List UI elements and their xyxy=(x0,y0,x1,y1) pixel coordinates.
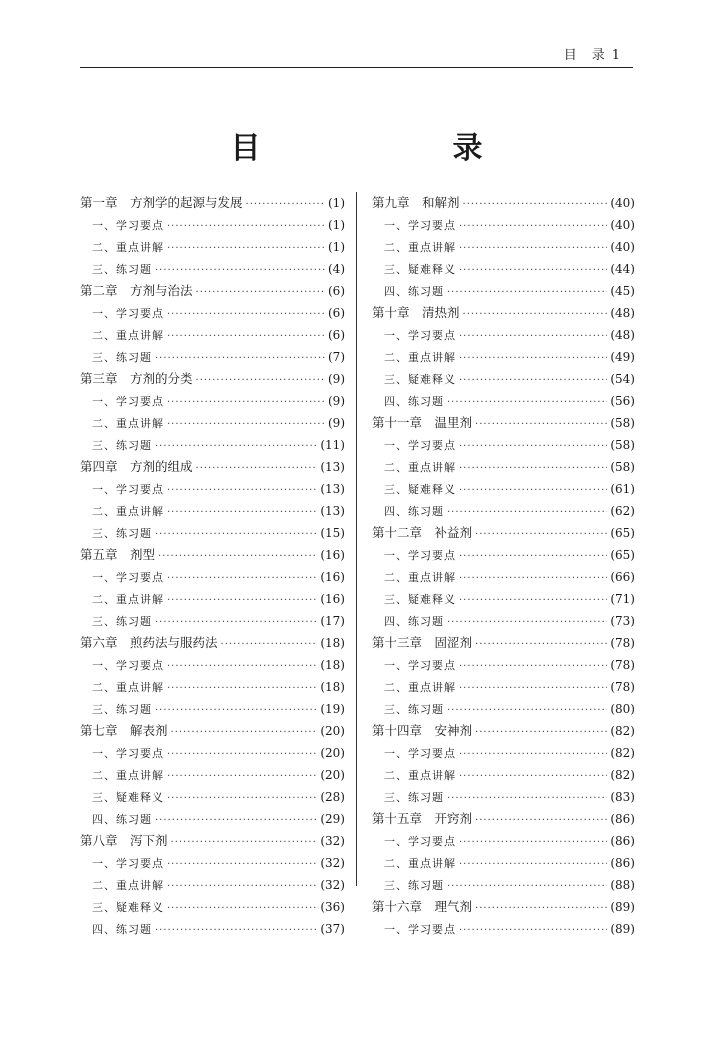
toc-entry-page: (65) xyxy=(610,526,635,540)
toc-entry-label: 二、重点讲解 xyxy=(384,241,456,254)
toc-entry-page: (7) xyxy=(328,350,345,364)
toc-entry-page: (18) xyxy=(320,636,345,650)
toc-entry-label: 一、学习要点 xyxy=(92,483,164,496)
toc-section-entry xyxy=(80,676,345,698)
toc-entry-label: 第三章 方剂的分类 xyxy=(80,371,193,386)
toc-section-entry xyxy=(372,676,635,698)
toc-entry-label: 一、学习要点 xyxy=(384,659,456,672)
toc-entry-page: (9) xyxy=(328,416,345,430)
toc-section-entry xyxy=(80,324,345,346)
toc-entry-page: (86) xyxy=(610,812,635,826)
toc-chapter-entry xyxy=(372,522,635,544)
toc-entry-page: (48) xyxy=(610,306,635,320)
toc-entry-page: (82) xyxy=(610,724,635,738)
toc-entry-page: (16) xyxy=(320,548,345,562)
toc-chapter-entry xyxy=(372,808,635,830)
toc-section-entry xyxy=(80,698,345,720)
toc-entry-page: (86) xyxy=(610,834,635,848)
toc-dot-leader xyxy=(459,920,607,942)
toc-section-entry xyxy=(372,456,635,478)
toc-section-entry xyxy=(80,390,345,412)
toc-section-entry xyxy=(80,302,345,324)
toc-entry-label: 三、疑难释义 xyxy=(384,483,456,496)
toc-entry-label: 第九章 和解剂 xyxy=(372,195,460,210)
toc-dot-leader xyxy=(459,678,607,700)
toc-dot-leader xyxy=(447,612,607,634)
toc-dot-leader xyxy=(196,458,318,480)
toc-dot-leader xyxy=(459,216,607,238)
toc-entry-label: 第十五章 开窍剂 xyxy=(372,811,473,826)
toc-section-entry xyxy=(372,588,635,610)
toc-entry-label: 三、练习题 xyxy=(92,703,152,716)
toc-dot-leader xyxy=(155,524,317,546)
toc-entry-page: (88) xyxy=(610,878,635,892)
toc-entry-page: (9) xyxy=(328,394,345,408)
toc-section-entry xyxy=(372,742,635,764)
toc-entry-label: 第十章 清热剂 xyxy=(372,305,460,320)
toc-entry-label: 一、学习要点 xyxy=(384,439,456,452)
toc-entry-page: (28) xyxy=(320,790,345,804)
toc-entry-page: (6) xyxy=(328,306,345,320)
toc-section-entry xyxy=(372,390,635,412)
toc-dot-leader xyxy=(167,392,325,414)
toc-section-entry xyxy=(80,852,345,874)
toc-section-entry xyxy=(372,214,635,236)
toc-section-entry xyxy=(80,346,345,368)
toc-entry-page: (71) xyxy=(610,592,635,606)
toc-entry-label: 四、练习题 xyxy=(384,285,444,298)
running-header xyxy=(564,44,621,63)
toc-section-entry xyxy=(80,566,345,588)
toc-section-entry xyxy=(80,258,345,280)
toc-section-entry xyxy=(372,544,635,566)
toc-entry-page: (32) xyxy=(320,856,345,870)
toc-section-entry xyxy=(372,280,635,302)
toc-dot-leader xyxy=(155,920,317,942)
toc-entry-page: (49) xyxy=(610,350,635,364)
toc-entry-label: 四、练习题 xyxy=(384,395,444,408)
toc-entry-label: 三、练习题 xyxy=(92,263,152,276)
toc-entry-label: 四、练习题 xyxy=(92,813,152,826)
toc-section-entry xyxy=(80,236,345,258)
toc-section-entry xyxy=(372,258,635,280)
toc-entry-label: 二、重点讲解 xyxy=(92,593,164,606)
toc-chapter-entry xyxy=(80,456,345,478)
toc-dot-leader xyxy=(475,810,607,832)
toc-chapter-entry xyxy=(80,280,345,302)
toc-entry-page: (58) xyxy=(610,438,635,452)
toc-entry-page: (89) xyxy=(610,922,635,936)
toc-section-entry xyxy=(372,566,635,588)
toc-entry-label: 三、疑难释义 xyxy=(384,263,456,276)
header-rule xyxy=(80,67,633,68)
toc-section-entry xyxy=(372,478,635,500)
toc-section-entry xyxy=(80,434,345,456)
toc-entry-page: (19) xyxy=(320,702,345,716)
toc-chapter-entry xyxy=(80,830,345,852)
toc-entry-label: 第一章 方剂学的起源与发展 xyxy=(80,195,243,210)
toc-dot-leader xyxy=(459,326,607,348)
toc-entry-label: 四、练习题 xyxy=(384,615,444,628)
toc-entry-label: 一、学习要点 xyxy=(92,659,164,672)
toc-dot-leader xyxy=(447,788,607,810)
toc-entry-page: (37) xyxy=(320,922,345,936)
toc-dot-leader xyxy=(459,744,607,766)
toc-entry-label: 二、重点讲解 xyxy=(384,857,456,870)
toc-entry-label: 二、重点讲解 xyxy=(384,571,456,584)
toc-entry-page: (13) xyxy=(320,504,345,518)
toc-entry-label: 三、练习题 xyxy=(92,439,152,452)
toc-section-entry xyxy=(372,434,635,456)
toc-section-entry xyxy=(80,522,345,544)
toc-section-entry xyxy=(372,918,635,940)
toc-dot-leader xyxy=(167,414,325,436)
toc-dot-leader xyxy=(167,898,317,920)
toc-entry-label: 第十六章 理气剂 xyxy=(372,899,473,914)
toc-entry-label: 三、疑难释义 xyxy=(92,901,164,914)
toc-chapter-entry xyxy=(372,192,635,214)
toc-section-entry xyxy=(80,786,345,808)
toc-entry-page: (1) xyxy=(328,240,345,254)
toc-chapter-entry xyxy=(372,632,635,654)
toc-entry-page: (56) xyxy=(610,394,635,408)
toc-entry-label: 四、练习题 xyxy=(92,923,152,936)
toc-entry-label: 一、学习要点 xyxy=(384,329,456,342)
toc-dot-leader xyxy=(221,634,318,656)
toc-dot-leader xyxy=(167,788,317,810)
toc-dot-leader xyxy=(167,326,325,348)
toc-dot-leader xyxy=(167,480,317,502)
toc-entry-page: (11) xyxy=(320,438,345,452)
toc-chapter-entry xyxy=(80,720,345,742)
toc-section-entry xyxy=(80,742,345,764)
toc-dot-leader xyxy=(459,436,607,458)
toc-entry-label: 第七章 解表剂 xyxy=(80,723,168,738)
toc-section-entry xyxy=(372,786,635,808)
toc-chapter-entry xyxy=(80,544,345,566)
toc-entry-page: (20) xyxy=(320,768,345,782)
toc-dot-leader xyxy=(447,282,607,304)
toc-chapter-entry xyxy=(372,896,635,918)
toc-dot-leader xyxy=(155,612,317,634)
toc-dot-leader xyxy=(155,260,325,282)
toc-entry-label: 二、重点讲解 xyxy=(92,329,164,342)
toc-entry-label: 第十二章 补益剂 xyxy=(372,525,473,540)
toc-section-entry xyxy=(372,830,635,852)
toc-entry-page: (61) xyxy=(610,482,635,496)
toc-section-entry xyxy=(80,654,345,676)
toc-entry-label: 第十三章 固涩剂 xyxy=(372,635,473,650)
toc-entry-label: 第十一章 温里剂 xyxy=(372,415,473,430)
toc-section-entry xyxy=(372,654,635,676)
toc-entry-page: (45) xyxy=(610,284,635,298)
toc-entry-label: 第十四章 安神剂 xyxy=(372,723,473,738)
toc-dot-leader xyxy=(167,568,317,590)
toc-entry-label: 第四章 方剂的组成 xyxy=(80,459,193,474)
toc-section-entry xyxy=(80,764,345,786)
toc-section-entry xyxy=(372,764,635,786)
toc-chapter-entry xyxy=(372,720,635,742)
toc-entry-page: (62) xyxy=(610,504,635,518)
toc-entry-label: 一、学习要点 xyxy=(92,395,164,408)
toc-entry-page: (6) xyxy=(328,284,345,298)
toc-section-entry xyxy=(80,478,345,500)
toc-entry-page: (86) xyxy=(610,856,635,870)
toc-section-entry xyxy=(372,610,635,632)
toc-section-entry xyxy=(80,500,345,522)
toc-entry-label: 二、重点讲解 xyxy=(92,241,164,254)
running-header-page-number: 1 xyxy=(611,48,621,63)
toc-dot-leader xyxy=(459,348,607,370)
toc-chapter-entry xyxy=(372,302,635,324)
toc-entry-label: 二、重点讲解 xyxy=(384,769,456,782)
toc-entry-page: (4) xyxy=(328,262,345,276)
toc-entry-page: (89) xyxy=(610,900,635,914)
toc-section-entry xyxy=(372,698,635,720)
toc-entry-page: (65) xyxy=(610,548,635,562)
toc-entry-page: (9) xyxy=(328,372,345,386)
toc-entry-label: 第五章 剂型 xyxy=(80,547,156,562)
toc-dot-leader xyxy=(463,194,608,216)
toc-dot-leader xyxy=(171,832,318,854)
toc-entry-page: (58) xyxy=(610,416,635,430)
toc-dot-leader xyxy=(167,216,325,238)
toc-entry-page: (66) xyxy=(610,570,635,584)
toc-entry-page: (29) xyxy=(320,812,345,826)
toc-entry-label: 一、学习要点 xyxy=(384,549,456,562)
toc-dot-leader xyxy=(167,678,317,700)
toc-section-entry xyxy=(80,412,345,434)
toc-right-column xyxy=(372,192,635,940)
toc-section-entry xyxy=(372,852,635,874)
toc-entry-label: 一、学习要点 xyxy=(92,219,164,232)
toc-section-entry xyxy=(372,874,635,896)
toc-dot-leader xyxy=(459,458,607,480)
toc-dot-leader xyxy=(196,282,325,304)
toc-dot-leader xyxy=(167,304,325,326)
toc-entry-label: 第八章 泻下剂 xyxy=(80,833,168,848)
toc-entry-label: 二、重点讲解 xyxy=(384,461,456,474)
toc-entry-label: 二、重点讲解 xyxy=(384,351,456,364)
toc-entry-label: 二、重点讲解 xyxy=(92,417,164,430)
toc-dot-leader xyxy=(167,876,317,898)
toc-dot-leader xyxy=(155,810,317,832)
toc-entry-label: 第二章 方剂与治法 xyxy=(80,283,193,298)
toc-section-entry xyxy=(372,236,635,258)
toc-dot-leader xyxy=(155,436,317,458)
toc-entry-label: 一、学习要点 xyxy=(384,747,456,760)
toc-section-entry xyxy=(372,368,635,390)
toc-entry-page: (78) xyxy=(610,636,635,650)
toc-dot-leader xyxy=(447,502,607,524)
toc-entry-label: 三、练习题 xyxy=(92,527,152,540)
toc-dot-leader xyxy=(459,370,607,392)
running-header-title: 目 录 xyxy=(563,48,606,63)
toc-entry-page: (44) xyxy=(610,262,635,276)
toc-entry-label: 一、学习要点 xyxy=(384,923,456,936)
toc-dot-leader xyxy=(475,524,607,546)
toc-section-entry xyxy=(372,500,635,522)
toc-dot-leader xyxy=(167,744,317,766)
toc-entry-label: 二、重点讲解 xyxy=(92,879,164,892)
toc-entry-page: (73) xyxy=(610,614,635,628)
toc-dot-leader xyxy=(155,348,325,370)
toc-entry-page: (18) xyxy=(320,658,345,672)
toc-entry-label: 三、疑难释义 xyxy=(384,593,456,606)
toc-entry-label: 三、练习题 xyxy=(384,879,444,892)
toc-entry-page: (13) xyxy=(320,482,345,496)
toc-section-entry xyxy=(80,214,345,236)
toc-entry-label: 三、练习题 xyxy=(384,703,444,716)
toc-entry-page: (78) xyxy=(610,680,635,694)
toc-entry-label: 一、学习要点 xyxy=(92,571,164,584)
toc-dot-leader xyxy=(475,414,607,436)
toc-entry-page: (54) xyxy=(610,372,635,386)
toc-dot-leader xyxy=(475,898,607,920)
toc-entry-page: (20) xyxy=(320,724,345,738)
column-divider xyxy=(356,192,357,886)
toc-dot-leader xyxy=(196,370,325,392)
toc-entry-page: (82) xyxy=(610,746,635,760)
toc-chapter-entry xyxy=(80,192,345,214)
toc-left-column xyxy=(80,192,345,940)
toc-dot-leader xyxy=(171,722,318,744)
toc-entry-page: (1) xyxy=(328,196,345,210)
toc-dot-leader xyxy=(475,722,607,744)
toc-entry-page: (18) xyxy=(320,680,345,694)
toc-entry-label: 三、练习题 xyxy=(92,351,152,364)
toc-dot-leader xyxy=(459,832,607,854)
toc-entry-page: (58) xyxy=(610,460,635,474)
toc-chapter-entry xyxy=(80,632,345,654)
toc-dot-leader xyxy=(459,766,607,788)
toc-section-entry xyxy=(80,808,345,830)
toc-section-entry xyxy=(80,874,345,896)
toc-entry-label: 三、练习题 xyxy=(92,615,152,628)
toc-entry-label: 一、学习要点 xyxy=(384,219,456,232)
toc-section-entry xyxy=(80,896,345,918)
toc-dot-leader xyxy=(447,876,607,898)
toc-section-entry xyxy=(372,346,635,368)
toc-dot-leader xyxy=(459,568,607,590)
toc-entry-page: (80) xyxy=(610,702,635,716)
toc-dot-leader xyxy=(463,304,608,326)
toc-entry-label: 二、重点讲解 xyxy=(92,681,164,694)
toc-entry-page: (36) xyxy=(320,900,345,914)
toc-entry-label: 二、重点讲解 xyxy=(92,505,164,518)
toc-entry-page: (13) xyxy=(320,460,345,474)
toc-dot-leader xyxy=(167,502,317,524)
toc-dot-leader xyxy=(459,260,607,282)
toc-dot-leader xyxy=(459,238,607,260)
toc-dot-leader xyxy=(459,480,607,502)
toc-entry-page: (16) xyxy=(320,570,345,584)
toc-entry-label: 一、学习要点 xyxy=(384,835,456,848)
toc-dot-leader xyxy=(459,546,607,568)
toc-entry-page: (78) xyxy=(610,658,635,672)
toc-dot-leader xyxy=(167,590,317,612)
toc-entry-page: (40) xyxy=(610,196,635,210)
toc-dot-leader xyxy=(447,392,607,414)
toc-section-entry xyxy=(80,918,345,940)
toc-dot-leader xyxy=(246,194,325,216)
page-title: 目 录 xyxy=(230,131,527,166)
toc-entry-label: 一、学习要点 xyxy=(92,747,164,760)
toc-dot-leader xyxy=(167,854,317,876)
toc-dot-leader xyxy=(447,700,607,722)
toc-entry-page: (48) xyxy=(610,328,635,342)
toc-entry-page: (82) xyxy=(610,768,635,782)
toc-chapter-entry xyxy=(80,368,345,390)
toc-dot-leader xyxy=(167,238,325,260)
toc-entry-label: 二、重点讲解 xyxy=(384,681,456,694)
toc-section-entry xyxy=(372,324,635,346)
toc-dot-leader xyxy=(459,854,607,876)
toc-section-entry xyxy=(80,610,345,632)
toc-entry-page: (40) xyxy=(610,240,635,254)
toc-entry-label: 第六章 煎药法与服药法 xyxy=(80,635,218,650)
toc-entry-page: (17) xyxy=(320,614,345,628)
toc-entry-label: 四、练习题 xyxy=(384,505,444,518)
toc-entry-label: 一、学习要点 xyxy=(92,307,164,320)
toc-chapter-entry xyxy=(372,412,635,434)
toc-entry-label: 三、疑难释义 xyxy=(92,791,164,804)
toc-dot-leader xyxy=(459,590,607,612)
toc-entry-label: 一、学习要点 xyxy=(92,857,164,870)
toc-dot-leader xyxy=(475,634,607,656)
toc-entry-page: (15) xyxy=(320,526,345,540)
toc-entry-label: 三、练习题 xyxy=(384,791,444,804)
toc-entry-page: (16) xyxy=(320,592,345,606)
toc-dot-leader xyxy=(167,656,317,678)
toc-entry-page: (83) xyxy=(610,790,635,804)
toc-entry-page: (32) xyxy=(320,878,345,892)
toc-entry-page: (20) xyxy=(320,746,345,760)
toc-entry-label: 二、重点讲解 xyxy=(92,769,164,782)
toc-entry-page: (32) xyxy=(320,834,345,848)
toc-entry-page: (40) xyxy=(610,218,635,232)
toc-dot-leader xyxy=(167,766,317,788)
toc-entry-page: (6) xyxy=(328,328,345,342)
toc-dot-leader xyxy=(155,700,317,722)
toc-section-entry xyxy=(80,588,345,610)
toc-entry-page: (1) xyxy=(328,218,345,232)
toc-entry-label: 三、疑难释义 xyxy=(384,373,456,386)
toc-dot-leader xyxy=(459,656,607,678)
toc-dot-leader xyxy=(158,546,317,568)
